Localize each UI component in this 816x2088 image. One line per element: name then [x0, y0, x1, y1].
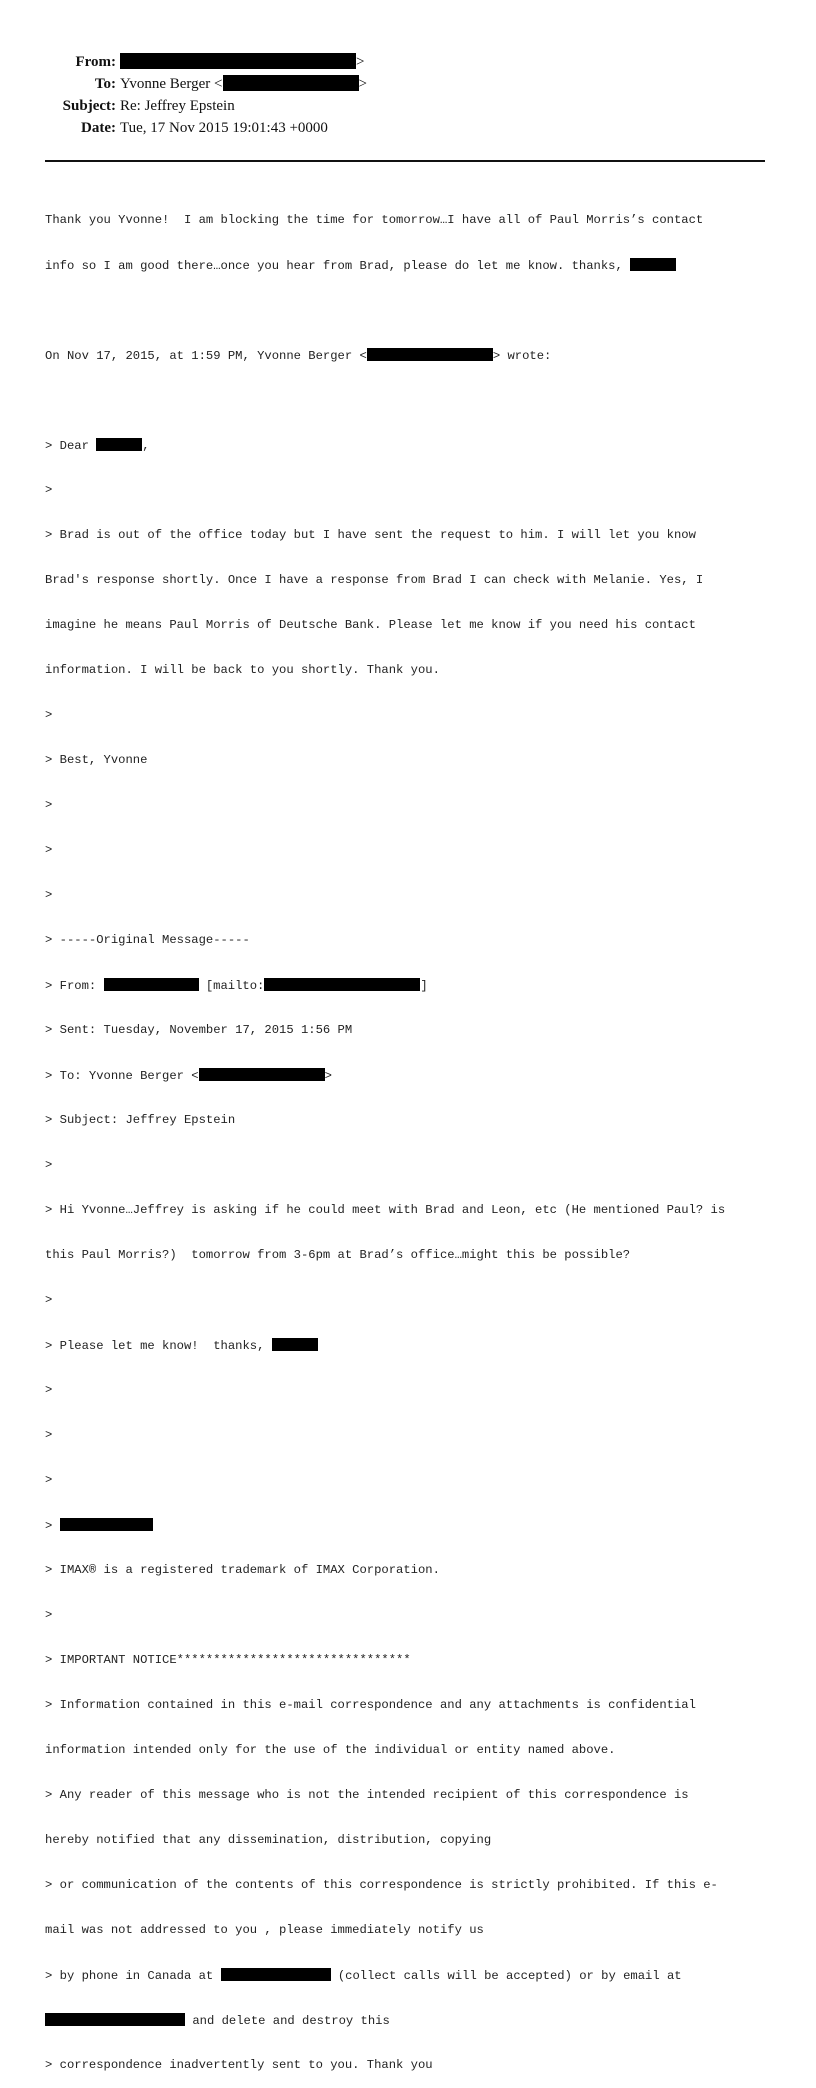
redaction-block: [223, 75, 359, 91]
body-line: Brad's response shortly. Once I have a response from Brad I can check with Melanie. Yes, I: [45, 573, 704, 587]
to-suffix: >: [358, 76, 367, 92]
redaction-block: [264, 978, 420, 991]
body-line: > Please let me know! thanks,: [45, 1338, 775, 1353]
body-line: > by phone in Canada at (collect calls will be accepted) or by email at: [45, 1969, 682, 1983]
date-label: Date:: [81, 120, 116, 136]
body-line: >: [45, 1608, 53, 1622]
body-line: > IMAX® is a registered trademark of IMAX Corporation.: [45, 1563, 440, 1577]
body-line: > or communication of the contents of this correspondence is strictly prohibited. If this e-: [45, 1878, 718, 1892]
header-divider: [45, 160, 765, 162]
body-line: hereby notified that any dissemination, distribution, copying: [45, 1833, 492, 1847]
email-body: [45, 183, 775, 2088]
body-line: > Any reader of this message who is not the intended recipient of this correspondence is: [45, 1788, 689, 1802]
from-row: [0, 51, 816, 73]
date-row: [0, 117, 816, 139]
blank-line: [45, 303, 775, 318]
body-line: >: [45, 798, 53, 812]
body-line: > Information contained in this e-mail correspondence and any attachments is confidential: [45, 1698, 696, 1712]
body-line: >: [45, 888, 53, 902]
body-line: > From: [mailto: ]: [45, 979, 428, 993]
body-line: > correspondence inadvertently sent to you. Thank you: [45, 2058, 433, 2072]
to-name: Yvonne Berger <: [120, 76, 223, 92]
body-line: >: [45, 1428, 53, 1442]
body-line: > Subject: Jeffrey Epstein: [45, 1113, 236, 1127]
body-line: > Hi Yvonne…Jeffrey is asking if he could meet with Brad and Leon, etc (He mentioned Paul? is: [45, 1203, 726, 1217]
redaction-block: [120, 53, 356, 69]
from-label: From:: [75, 54, 116, 70]
from-value: [120, 51, 364, 73]
redaction-block: [221, 1968, 331, 1981]
body-line: > -----Original Message-----: [45, 933, 250, 947]
body-line: information intended only for the use of the individual or entity named above.: [45, 1743, 616, 1757]
body-line: info so I am good there…once you hear from Brad, please do let me know. thanks,: [45, 258, 775, 273]
body-line: this Paul Morris?) tomorrow from 3-6pm at Brad’s office…might this be possible?: [45, 1248, 631, 1262]
redaction-block: [630, 258, 676, 271]
body-line: > Brad is out of the office today but I have sent the request to him. I will let you know: [45, 528, 696, 542]
body-line: mail was not addressed to you , please immediately notify us: [45, 1923, 484, 1937]
redaction-block: [96, 438, 142, 451]
body-line: Thank you Yvonne! I am blocking the time for tomorrow…I have all of Paul Morris’s contact: [45, 213, 704, 227]
body-line: > Sent: Tuesday, November 17, 2015 1:56 PM: [45, 1023, 353, 1037]
redaction-block: [367, 348, 493, 361]
to-label: To:: [94, 76, 116, 92]
subject-row: [0, 95, 816, 117]
body-line: >: [45, 1473, 53, 1487]
redaction-block: [199, 1068, 325, 1081]
redaction-block: [45, 2013, 185, 2026]
body-line: and delete and destroy this: [45, 2013, 775, 2028]
quote-intro-line: On Nov 17, 2015, at 1:59 PM, Yvonne Berger < > wrote:: [45, 349, 552, 363]
date-value: Tue, 17 Nov 2015 19:01:43 +0000: [120, 120, 328, 136]
body-line: >: [45, 708, 53, 722]
body-line: information. I will be back to you shortly. Thank you.: [45, 663, 440, 677]
to-row: [0, 73, 816, 95]
body-line: >: [45, 1518, 775, 1533]
redaction-block: [272, 1338, 318, 1351]
body-line: > To: Yvonne Berger < >: [45, 1069, 332, 1083]
redaction-block: [104, 978, 199, 991]
body-line: >: [45, 483, 53, 497]
subject-label: Subject:: [62, 98, 116, 114]
body-line: >: [45, 843, 53, 857]
body-line: imagine he means Paul Morris of Deutsche Bank. Please let me know if you need his contact: [45, 618, 696, 632]
body-line: > IMPORTANT NOTICE********************************: [45, 1653, 411, 1667]
from-suffix: >: [356, 54, 365, 70]
body-line: >: [45, 1383, 53, 1397]
body-line: > Best, Yvonne: [45, 753, 148, 767]
to-value: [120, 73, 367, 95]
body-line: >: [45, 1293, 53, 1307]
blank-line: [45, 393, 775, 408]
body-line: > Dear ,: [45, 439, 150, 453]
body-line: >: [45, 1158, 53, 1172]
subject-value: Re: Jeffrey Epstein: [120, 98, 235, 114]
redaction-block: [60, 1518, 153, 1531]
email-header: [0, 51, 816, 139]
